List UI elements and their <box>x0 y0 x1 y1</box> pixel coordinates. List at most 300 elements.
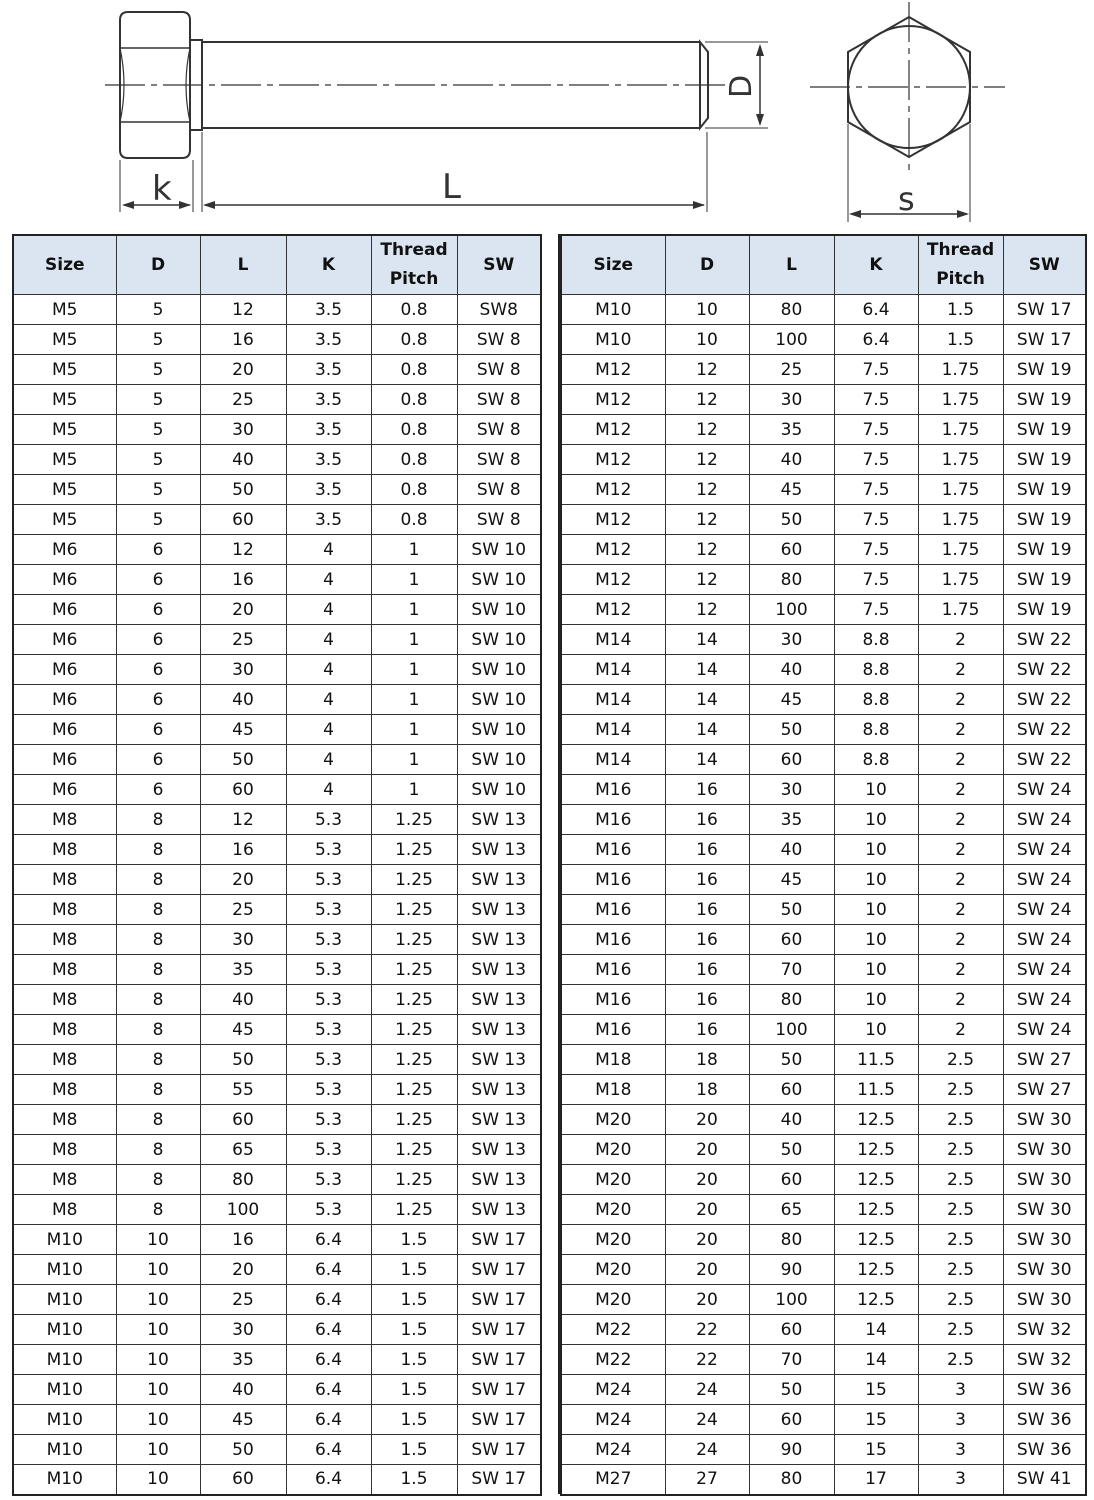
cell-d: 16 <box>665 985 749 1015</box>
cell-d: 14 <box>665 685 749 715</box>
cell-thread-pitch: 1.5 <box>371 1465 457 1495</box>
cell-size: M8 <box>13 805 116 835</box>
table-row <box>13 685 541 715</box>
cell-k: 6.4 <box>286 1375 371 1405</box>
table-row <box>561 955 1086 985</box>
cell-size: M10 <box>13 1435 116 1465</box>
cell-thread-pitch: 2.5 <box>918 1285 1003 1315</box>
cell-l: 45 <box>749 475 834 505</box>
cell-k: 10 <box>834 865 918 895</box>
cell-d: 6 <box>116 745 200 775</box>
cell-d: 10 <box>116 1315 200 1345</box>
cell-size: M5 <box>13 475 116 505</box>
cell-thread-pitch: 2.5 <box>918 1225 1003 1255</box>
cell-k: 6.4 <box>286 1315 371 1345</box>
cell-l: 12 <box>200 295 286 325</box>
cell-d: 12 <box>665 505 749 535</box>
cell-sw: SW 17 <box>1003 295 1086 325</box>
cell-k: 15 <box>834 1435 918 1465</box>
header-d: D <box>665 235 749 295</box>
cell-thread-pitch: 2 <box>918 775 1003 805</box>
dimension-label-s: s <box>898 180 915 218</box>
cell-thread-pitch: 1 <box>371 625 457 655</box>
cell-d: 16 <box>665 895 749 925</box>
cell-sw: SW 41 <box>1003 1465 1086 1495</box>
cell-size: M14 <box>561 715 665 745</box>
table-row <box>13 955 541 985</box>
table-row <box>13 1195 541 1225</box>
cell-d: 12 <box>665 595 749 625</box>
cell-l: 100 <box>749 595 834 625</box>
cell-l: 60 <box>200 1465 286 1495</box>
cell-size: M8 <box>13 835 116 865</box>
cell-k: 10 <box>834 1015 918 1045</box>
cell-size: M10 <box>13 1465 116 1495</box>
cell-d: 5 <box>116 445 200 475</box>
cell-l: 50 <box>749 895 834 925</box>
cell-size: M8 <box>13 865 116 895</box>
cell-size: M10 <box>561 295 665 325</box>
cell-k: 8.8 <box>834 745 918 775</box>
cell-d: 8 <box>116 865 200 895</box>
cell-d: 8 <box>116 985 200 1015</box>
cell-thread-pitch: 1.25 <box>371 1195 457 1225</box>
cell-l: 35 <box>200 955 286 985</box>
bolt-technical-drawing <box>0 0 1094 230</box>
cell-d: 20 <box>665 1195 749 1225</box>
cell-l: 16 <box>200 565 286 595</box>
cell-sw: SW 13 <box>457 1135 541 1165</box>
cell-size: M20 <box>561 1195 665 1225</box>
cell-d: 20 <box>665 1135 749 1165</box>
cell-l: 30 <box>200 925 286 955</box>
cell-thread-pitch: 1 <box>371 655 457 685</box>
cell-k: 6.4 <box>286 1225 371 1255</box>
cell-thread-pitch: 1 <box>371 715 457 745</box>
cell-thread-pitch: 2.5 <box>918 1105 1003 1135</box>
cell-l: 80 <box>749 1225 834 1255</box>
table-row <box>561 655 1086 685</box>
cell-k: 3.5 <box>286 475 371 505</box>
cell-thread-pitch: 2.5 <box>918 1345 1003 1375</box>
cell-d: 12 <box>665 385 749 415</box>
cell-k: 5.3 <box>286 1135 371 1165</box>
cell-thread-pitch: 1.5 <box>371 1435 457 1465</box>
cell-sw: SW 17 <box>457 1255 541 1285</box>
cell-l: 25 <box>200 385 286 415</box>
cell-k: 6.4 <box>286 1255 371 1285</box>
cell-l: 80 <box>749 565 834 595</box>
cell-size: M12 <box>561 535 665 565</box>
table-row <box>13 475 541 505</box>
dimension-label-D: D <box>724 74 759 98</box>
dimension-label-k: k <box>152 169 172 209</box>
cell-k: 5.3 <box>286 895 371 925</box>
cell-thread-pitch: 2 <box>918 685 1003 715</box>
cell-sw: SW 19 <box>1003 535 1086 565</box>
table-row <box>561 415 1086 445</box>
cell-sw: SW 22 <box>1003 715 1086 745</box>
cell-thread-pitch: 2 <box>918 925 1003 955</box>
cell-sw: SW 8 <box>457 355 541 385</box>
table-row <box>13 505 541 535</box>
cell-sw: SW 17 <box>457 1225 541 1255</box>
cell-sw: SW 10 <box>457 565 541 595</box>
cell-size: M20 <box>561 1225 665 1255</box>
cell-l: 25 <box>200 625 286 655</box>
cell-k: 17 <box>834 1465 918 1495</box>
cell-d: 10 <box>116 1225 200 1255</box>
cell-k: 10 <box>834 805 918 835</box>
cell-thread-pitch: 2 <box>918 715 1003 745</box>
cell-thread-pitch: 2 <box>918 1015 1003 1045</box>
cell-l: 45 <box>200 1015 286 1045</box>
cell-size: M5 <box>13 445 116 475</box>
table-row <box>13 1435 541 1465</box>
cell-sw: SW8 <box>457 295 541 325</box>
cell-thread-pitch: 3 <box>918 1465 1003 1495</box>
cell-l: 60 <box>749 535 834 565</box>
cell-size: M24 <box>561 1435 665 1465</box>
cell-size: M16 <box>561 865 665 895</box>
cell-thread-pitch: 0.8 <box>371 355 457 385</box>
cell-d: 20 <box>665 1105 749 1135</box>
cell-sw: SW 22 <box>1003 625 1086 655</box>
cell-d: 12 <box>665 355 749 385</box>
cell-thread-pitch: 2 <box>918 985 1003 1015</box>
cell-thread-pitch: 1.75 <box>918 505 1003 535</box>
cell-k: 12.5 <box>834 1255 918 1285</box>
cell-k: 7.5 <box>834 355 918 385</box>
cell-thread-pitch: 1.5 <box>918 295 1003 325</box>
cell-sw: SW 17 <box>457 1345 541 1375</box>
cell-sw: SW 19 <box>1003 475 1086 505</box>
cell-thread-pitch: 1.5 <box>371 1285 457 1315</box>
cell-d: 6 <box>116 715 200 745</box>
cell-size: M10 <box>13 1285 116 1315</box>
cell-thread-pitch: 0.8 <box>371 415 457 445</box>
cell-l: 60 <box>749 1165 834 1195</box>
cell-thread-pitch: 1 <box>371 745 457 775</box>
cell-l: 30 <box>749 625 834 655</box>
table-row <box>13 655 541 685</box>
cell-k: 5.3 <box>286 1015 371 1045</box>
cell-l: 100 <box>749 1015 834 1045</box>
cell-l: 80 <box>749 1465 834 1495</box>
table-row <box>561 355 1086 385</box>
table-body-left <box>13 295 541 1495</box>
table-body-right <box>561 295 1086 1495</box>
cell-sw: SW 10 <box>457 595 541 625</box>
cell-thread-pitch: 1.25 <box>371 985 457 1015</box>
cell-size: M6 <box>13 535 116 565</box>
cell-k: 4 <box>286 745 371 775</box>
table-row <box>561 715 1086 745</box>
cell-l: 40 <box>749 1105 834 1135</box>
cell-k: 7.5 <box>834 505 918 535</box>
cell-d: 10 <box>116 1465 200 1495</box>
cell-d: 10 <box>665 295 749 325</box>
cell-thread-pitch: 1.25 <box>371 805 457 835</box>
cell-k: 5.3 <box>286 1165 371 1195</box>
cell-d: 6 <box>116 655 200 685</box>
cell-k: 5.3 <box>286 1045 371 1075</box>
cell-thread-pitch: 0.8 <box>371 445 457 475</box>
cell-thread-pitch: 1 <box>371 535 457 565</box>
cell-size: M5 <box>13 415 116 445</box>
cell-size: M14 <box>561 655 665 685</box>
cell-thread-pitch: 1 <box>371 565 457 595</box>
cell-k: 7.5 <box>834 445 918 475</box>
cell-k: 6.4 <box>834 325 918 355</box>
cell-sw: SW 27 <box>1003 1075 1086 1105</box>
cell-l: 20 <box>200 355 286 385</box>
table-row <box>561 445 1086 475</box>
cell-l: 35 <box>749 415 834 445</box>
table-row <box>561 835 1086 865</box>
cell-l: 60 <box>749 745 834 775</box>
cell-size: M5 <box>13 355 116 385</box>
cell-d: 24 <box>665 1375 749 1405</box>
cell-l: 60 <box>749 1405 834 1435</box>
cell-thread-pitch: 1 <box>371 775 457 805</box>
cell-sw: SW 24 <box>1003 865 1086 895</box>
table-row <box>13 355 541 385</box>
cell-size: M27 <box>561 1465 665 1495</box>
cell-sw: SW 10 <box>457 655 541 685</box>
table-row <box>561 865 1086 895</box>
cell-sw: SW 19 <box>1003 355 1086 385</box>
cell-l: 30 <box>200 1315 286 1345</box>
cell-sw: SW 22 <box>1003 655 1086 685</box>
cell-k: 5.3 <box>286 925 371 955</box>
table-row <box>13 865 541 895</box>
cell-size: M16 <box>561 925 665 955</box>
cell-size: M16 <box>561 985 665 1015</box>
cell-d: 8 <box>116 1105 200 1135</box>
cell-sw: SW 24 <box>1003 805 1086 835</box>
cell-d: 8 <box>116 1015 200 1045</box>
cell-size: M5 <box>13 325 116 355</box>
cell-sw: SW 13 <box>457 895 541 925</box>
cell-size: M5 <box>13 505 116 535</box>
cell-size: M12 <box>561 385 665 415</box>
cell-d: 6 <box>116 625 200 655</box>
cell-thread-pitch: 1.75 <box>918 415 1003 445</box>
cell-l: 16 <box>200 325 286 355</box>
cell-sw: SW 24 <box>1003 985 1086 1015</box>
cell-thread-pitch: 0.8 <box>371 385 457 415</box>
cell-l: 40 <box>200 685 286 715</box>
cell-k: 10 <box>834 985 918 1015</box>
cell-k: 6.4 <box>286 1435 371 1465</box>
table-row <box>561 1135 1086 1165</box>
cell-k: 14 <box>834 1315 918 1345</box>
cell-l: 80 <box>749 985 834 1015</box>
cell-size: M8 <box>13 1135 116 1165</box>
cell-l: 60 <box>200 775 286 805</box>
cell-sw: SW 8 <box>457 325 541 355</box>
cell-l: 45 <box>200 715 286 745</box>
table-row <box>13 385 541 415</box>
cell-l: 80 <box>749 295 834 325</box>
cell-d: 14 <box>665 715 749 745</box>
cell-sw: SW 24 <box>1003 895 1086 925</box>
table-row <box>13 1225 541 1255</box>
cell-thread-pitch: 1.25 <box>371 1135 457 1165</box>
cell-d: 12 <box>665 445 749 475</box>
table-row <box>561 1045 1086 1075</box>
cell-d: 14 <box>665 625 749 655</box>
table-divider <box>540 234 560 1494</box>
cell-sw: SW 30 <box>1003 1225 1086 1255</box>
header-thread-line2: Pitch <box>936 269 985 289</box>
cell-thread-pitch: 2 <box>918 895 1003 925</box>
cell-size: M16 <box>561 1015 665 1045</box>
cell-l: 65 <box>749 1195 834 1225</box>
table-row <box>13 775 541 805</box>
cell-size: M12 <box>561 505 665 535</box>
cell-thread-pitch: 0.8 <box>371 505 457 535</box>
table-header-row <box>13 235 541 295</box>
cell-sw: SW 17 <box>457 1315 541 1345</box>
cell-thread-pitch: 2 <box>918 655 1003 685</box>
cell-l: 65 <box>200 1135 286 1165</box>
cell-k: 4 <box>286 565 371 595</box>
cell-sw: SW 13 <box>457 1165 541 1195</box>
cell-k: 10 <box>834 775 918 805</box>
table-row <box>13 295 541 325</box>
cell-k: 3.5 <box>286 505 371 535</box>
cell-d: 12 <box>665 565 749 595</box>
cell-size: M24 <box>561 1405 665 1435</box>
cell-l: 25 <box>749 355 834 385</box>
table-row <box>561 1105 1086 1135</box>
cell-sw: SW 24 <box>1003 835 1086 865</box>
table-row <box>561 895 1086 925</box>
cell-d: 8 <box>116 895 200 925</box>
cell-sw: SW 19 <box>1003 385 1086 415</box>
cell-size: M8 <box>13 1165 116 1195</box>
cell-sw: SW 24 <box>1003 925 1086 955</box>
table-row <box>561 1195 1086 1225</box>
cell-l: 50 <box>200 475 286 505</box>
header-sw: SW <box>457 235 541 295</box>
cell-size: M14 <box>561 685 665 715</box>
cell-sw: SW 24 <box>1003 1015 1086 1045</box>
cell-k: 8.8 <box>834 655 918 685</box>
cell-sw: SW 32 <box>1003 1345 1086 1375</box>
cell-l: 20 <box>200 1255 286 1285</box>
cell-sw: SW 17 <box>457 1405 541 1435</box>
header-sw: SW <box>1003 235 1086 295</box>
cell-sw: SW 19 <box>1003 415 1086 445</box>
table-row <box>561 595 1086 625</box>
cell-l: 40 <box>749 835 834 865</box>
cell-l: 12 <box>200 535 286 565</box>
cell-sw: SW 36 <box>1003 1375 1086 1405</box>
table-row <box>561 1255 1086 1285</box>
table-row <box>561 685 1086 715</box>
table-row <box>13 625 541 655</box>
cell-l: 16 <box>200 1225 286 1255</box>
cell-k: 6.4 <box>286 1405 371 1435</box>
cell-d: 6 <box>116 565 200 595</box>
cell-k: 7.5 <box>834 415 918 445</box>
cell-sw: SW 17 <box>1003 325 1086 355</box>
cell-thread-pitch: 2.5 <box>918 1075 1003 1105</box>
cell-k: 7.5 <box>834 535 918 565</box>
cell-size: M10 <box>13 1225 116 1255</box>
cell-sw: SW 13 <box>457 1195 541 1225</box>
cell-l: 20 <box>200 865 286 895</box>
cell-sw: SW 13 <box>457 865 541 895</box>
cell-thread-pitch: 0.8 <box>371 325 457 355</box>
cell-k: 8.8 <box>834 685 918 715</box>
table-row <box>561 1345 1086 1375</box>
table-row <box>13 1165 541 1195</box>
header-size: Size <box>13 235 116 295</box>
table-row <box>561 1375 1086 1405</box>
cell-k: 7.5 <box>834 595 918 625</box>
cell-size: M10 <box>561 325 665 355</box>
cell-d: 5 <box>116 505 200 535</box>
cell-l: 35 <box>200 1345 286 1375</box>
cell-size: M8 <box>13 925 116 955</box>
table-row <box>13 1405 541 1435</box>
cell-k: 12.5 <box>834 1165 918 1195</box>
cell-l: 60 <box>749 1315 834 1345</box>
cell-size: M14 <box>561 625 665 655</box>
cell-thread-pitch: 3 <box>918 1435 1003 1465</box>
cell-size: M18 <box>561 1045 665 1075</box>
table-row <box>13 745 541 775</box>
cell-k: 11.5 <box>834 1075 918 1105</box>
cell-d: 5 <box>116 475 200 505</box>
cell-l: 45 <box>749 685 834 715</box>
cell-d: 16 <box>665 1015 749 1045</box>
cell-size: M8 <box>13 1015 116 1045</box>
table-row <box>561 475 1086 505</box>
cell-d: 6 <box>116 595 200 625</box>
cell-size: M12 <box>561 475 665 505</box>
cell-k: 12.5 <box>834 1105 918 1135</box>
cell-thread-pitch: 2 <box>918 955 1003 985</box>
cell-thread-pitch: 2.5 <box>918 1165 1003 1195</box>
cell-thread-pitch: 2 <box>918 835 1003 865</box>
cell-thread-pitch: 0.8 <box>371 475 457 505</box>
header-thread-pitch <box>918 235 1003 295</box>
cell-d: 16 <box>665 775 749 805</box>
cell-k: 5.3 <box>286 1075 371 1105</box>
cell-d: 12 <box>665 415 749 445</box>
table-row <box>13 925 541 955</box>
cell-sw: SW 13 <box>457 1015 541 1045</box>
cell-k: 7.5 <box>834 565 918 595</box>
cell-size: M8 <box>13 985 116 1015</box>
cell-sw: SW 13 <box>457 1105 541 1135</box>
cell-sw: SW 8 <box>457 445 541 475</box>
cell-k: 10 <box>834 895 918 925</box>
cell-sw: SW 36 <box>1003 1405 1086 1435</box>
table-row <box>13 1285 541 1315</box>
table-row <box>13 1105 541 1135</box>
cell-l: 60 <box>749 925 834 955</box>
cell-size: M22 <box>561 1315 665 1345</box>
dimension-label-L: L <box>442 167 461 207</box>
cell-d: 12 <box>665 535 749 565</box>
cell-d: 6 <box>116 775 200 805</box>
